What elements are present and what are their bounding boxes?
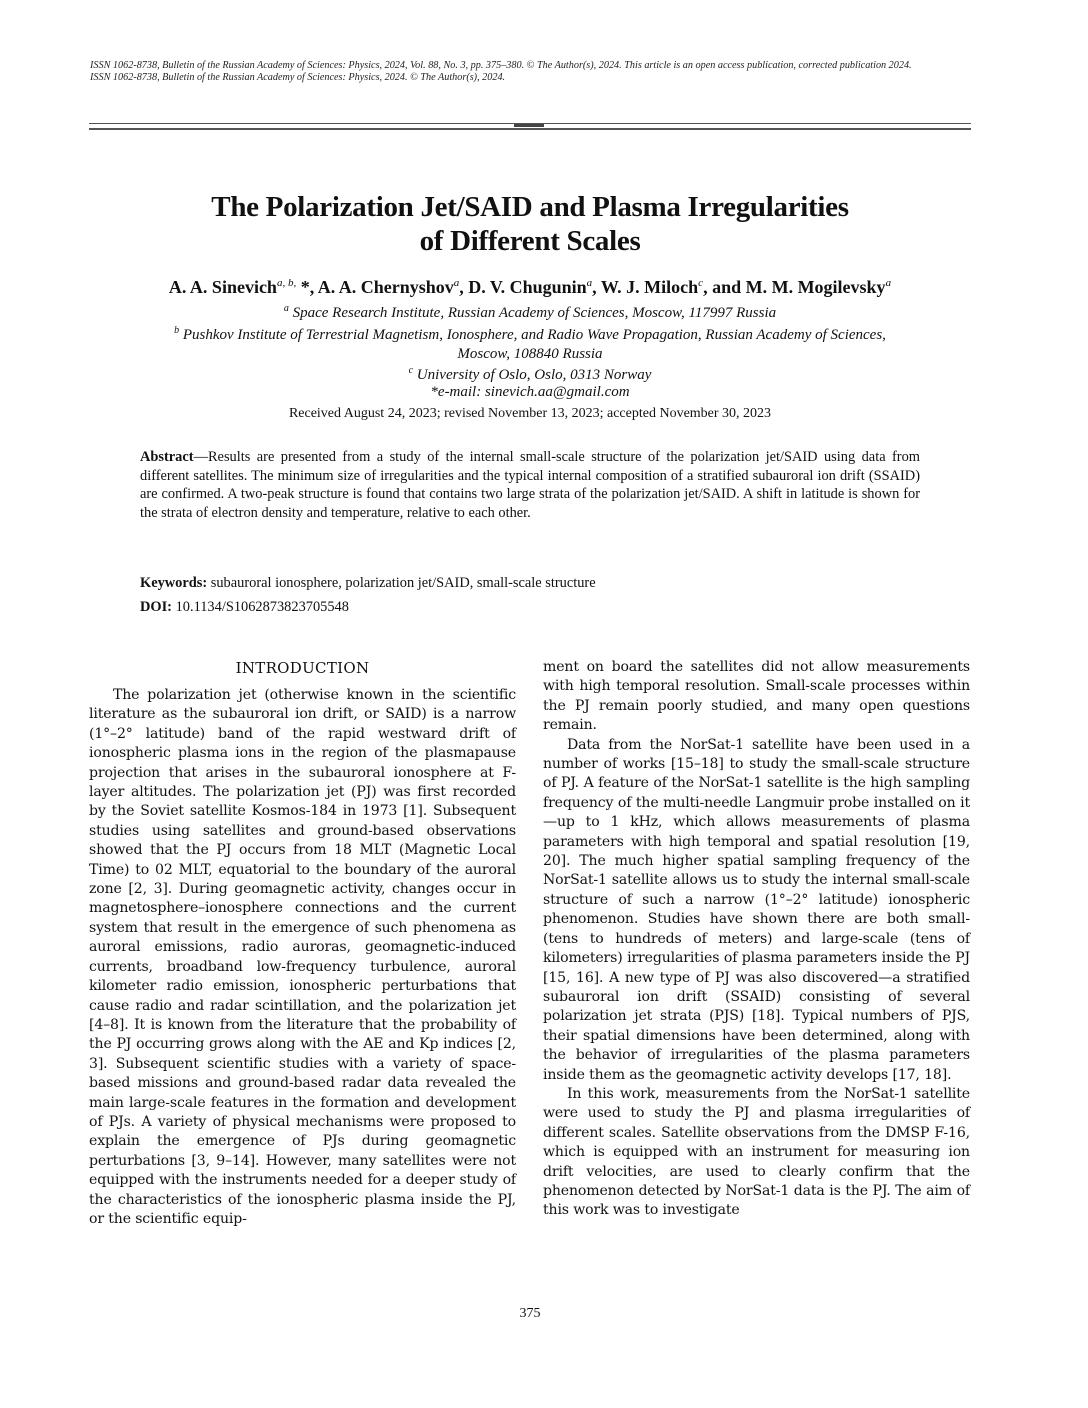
title-line-1: The Polarization Jet/SAID and Plasma Irregularities: [211, 191, 849, 223]
affiliation-b: [110, 322, 950, 363]
keywords-text: subauroral ionosphere, polarization jet/SAID, small-scale structure: [207, 575, 596, 591]
body-paragraph: In this work, measurements from the NorSat-1 satellite were used to study the PJ and plasma irregularities of different scales. Satellite observations from the DMSP F-16, which is equipped with an instrument for measuring ion drift velocities, are used to clearly confirm that the phenomenon detected by NorSat-1 data is the PJ. The aim of this work was to investigate: [543, 1085, 970, 1219]
author-affil-mark: c: [698, 277, 704, 289]
header-line-2: ISSN 1062-8738, Bulletin of the Russian Academy of Sciences: Physics, 2024. © The Author(s), 2024.: [90, 71, 506, 83]
journal-header: [90, 60, 974, 83]
column-right: [543, 658, 970, 1221]
article-title: [100, 190, 960, 258]
affil-text-cont: Moscow, 108840 Russia: [457, 345, 603, 362]
section-heading: INTRODUCTION: [235, 659, 370, 677]
keywords: [140, 574, 920, 593]
author-name: , D. V. Chugunin: [459, 277, 587, 297]
corresponding-email[interactable]: *e-mail: sinevich.aa@gmail.com: [430, 384, 630, 400]
keywords-label: Keywords:: [140, 575, 208, 591]
author-affil-mark: a: [586, 277, 593, 289]
doi-label: DOI:: [140, 599, 172, 615]
body-paragraph: Data from the NorSat-1 satellite have been used in a number of works [15–18] to study the small-scale structure of PJ. A feature of the NorSat-1 satellite is the high sampling frequency of the multi-needle Langmuir probe installed on it—up to 1 kHz, which allows measurements of plasma parameters with high temporal and spatial resolution [19, 20]. The much higher spatial sampling frequency of the NorSat-1 satellite allows us to study the internal small-scale structure of such a narrow (1°–2° latitude) ionospheric phenomenon. Studies have shown there are both small- (tens to hundreds of meters) and large-scale (tens of kilometers) irregularities of plasma parameters inside the PJ [15, 16]. A new type of PJ was also discovered—a stratified subauroral ion drift (SSAID) consisting of several polarization jet strata (PJS) [18]. Typical numbers of PJS, their spatial dimensions have been determined, along with the behavior of irregularities of the plasma parameters inside them as the geomagnetic activity develops [17, 18].: [543, 736, 970, 1083]
affil-text: University of Oslo, Oslo, 0313 Norway: [413, 367, 652, 383]
abstract: [140, 448, 920, 522]
received-dates: Received August 24, 2023; revised November 13, 2023; accepted November 30, 2023: [288, 406, 772, 421]
author-affil-mark: a: [453, 277, 460, 289]
author-name: , W. J. Miloch: [592, 277, 699, 297]
body-paragraph: ment on board the satellites did not allow measurements with high temporal resolution. Small-scale processes within the PJ remain poorly studied, and many open questions remain.: [543, 659, 970, 734]
affil-text: Pushkov Institute of Terrestrial Magnetism, Ionosphere, and Radio Wave Propagation, Russian Academy of Sciences,: [179, 327, 886, 343]
header-rule-bottom: [89, 128, 971, 130]
author-name: A. A. Chernyshov: [317, 277, 454, 297]
author-name: A. A. Sinevich: [168, 277, 277, 297]
page-number: 375: [519, 1306, 541, 1321]
affil-mark: a: [283, 303, 289, 314]
abstract-text: —Results are presented from a study of the internal small-scale structure of the polarization jet/SAID using data from different satellites. The minimum size of irregularities and the typical internal composition of a stratified subauroral ion drift (SSAID) are confirmed. A two-peak structure is found that contains two large strata of the polarization jet/SAID. A shift in latitude is shown for the strata of electron density and temperature, relative to each other.: [140, 449, 920, 521]
author-name: , and M. M. Mogilevsky: [703, 277, 886, 297]
doi: [140, 598, 920, 617]
header-rule-mark: [514, 124, 544, 127]
affiliation-c: [110, 362, 950, 385]
author-separator: *,: [296, 277, 318, 297]
author-affil-mark: a: [885, 277, 892, 289]
doi-link[interactable]: 10.1134/S1062873823705548: [171, 599, 349, 615]
abstract-label: Abstract: [140, 449, 194, 465]
author-list: [90, 272, 970, 298]
affil-text: Space Research Institute, Russian Academy of Sciences, Moscow, 117997 Russia: [288, 305, 777, 321]
affiliation-a: [110, 300, 950, 323]
affil-mark: c: [408, 365, 414, 376]
column-left: [89, 658, 516, 1229]
body-paragraph: The polarization jet (otherwise known in the scientific literature as the subauroral ion drift, or SAID) is a narrow (1°–2° latitude) band of the rapid westward drift of ionospheric plasma ions in the region of the plasmapause projection that arises in the subauroral ionosphere at F-layer altitudes. The polarization jet (PJ) was first recorded by the Soviet satellite Kosmos-184 in 1973 [1]. Subsequent studies using satellites and ground-based observations showed that the PJ occurs from 18 MLT (Magnetic Local Time) to 02 MLT, equatorial to the boundary of the auroral zone [2, 3]. During geomagnetic activity, changes occur in magnetosphere–ionosphere connections and the current system that result in the emergence of such phenomena as auroral emissions, radio auroras, geomagnetic-induced currents, broadband low-frequency turbulence, auroral kilometer radio emission, ionospheric perturbations that cause radio and radar scintillation, and the polarization jet [4–8]. It is known from the literature that the probability of the PJ occurring grows along with the AE and Kp indices [2, 3]. Subsequent scientific studies with a variety of space-based missions and ground-based radar data revealed the main large-scale features in the formation and development of PJs. A variety of physical mechanisms were proposed to explain the emergence of PJs during geomagnetic perturbations [3, 9–14]. However, many satellites were not equipped with the instruments needed for a deeper study of the characteristics of the ionospheric plasma inside the PJ, or the scientific equip-: [89, 687, 516, 1227]
author-affil-mark: a, b,: [276, 277, 297, 289]
title-line-2: of Different Scales: [419, 225, 641, 257]
affil-mark: b: [174, 325, 180, 336]
header-line-1: ISSN 1062-8738, Bulletin of the Russian Academy of Sciences: Physics, 2024, Vol. 88, No. 3, pp. 375–380. © The Author(s), 2024. This article is an open access publication, corrected publication 2024.: [90, 60, 912, 71]
